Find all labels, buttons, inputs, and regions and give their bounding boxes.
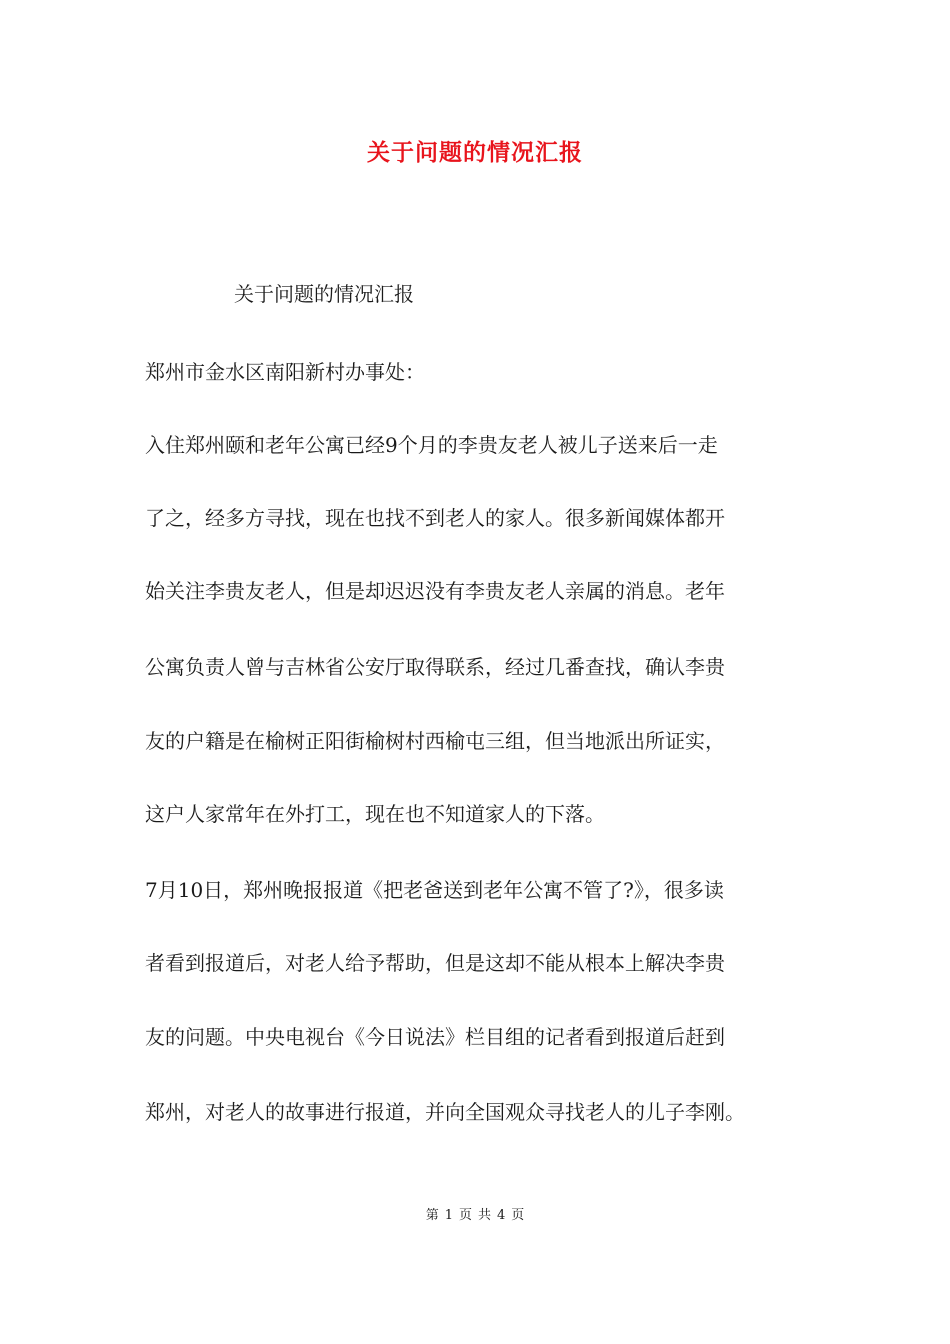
page-footer: [0, 1206, 950, 1226]
footer-page-prefix: 第: [425, 1208, 439, 1223]
body-line: 这户人家常年在外打工，现在也不知道家人的下落。: [145, 802, 605, 826]
addressee-line: 郑州市金水区南阳新村办事处：: [145, 360, 425, 384]
footer-current-page: 1: [444, 1208, 453, 1223]
body-line: 者看到报道后，对老人给予帮助，但是这却不能从根本上解决李贵: [145, 951, 725, 975]
body-line: 友的问题。中央电视台《今日说法》栏目组的记者看到报道后赶到: [145, 1025, 725, 1049]
body-line: 始关注李贵友老人，但是却迟迟没有李贵友老人亲属的消息。老年: [145, 579, 725, 603]
footer-page-unit: 页: [458, 1208, 472, 1223]
footer-total-pages: 4: [497, 1208, 506, 1223]
body-line: 入住郑州颐和老年公寓已经9个月的李贵友老人被儿子送来后一走: [145, 433, 718, 457]
document-subtitle: 关于问题的情况汇报: [234, 282, 414, 306]
body-line: 友的户籍是在榆树正阳街榆树村西榆屯三组，但当地派出所证实，: [145, 729, 725, 753]
document-title: 关于问题的情况汇报: [367, 139, 583, 166]
body-line: 公寓负责人曾与吉林省公安厅取得联系，经过几番查找，确认李贵: [145, 655, 725, 679]
body-line: 了之，经多方寻找，现在也找不到老人的家人。很多新闻媒体都开: [145, 506, 725, 530]
body-line: 7月10日，郑州晚报报道《把老爸送到老年公寓不管了?》，很多读: [145, 878, 724, 902]
footer-total-prefix: 共: [478, 1208, 492, 1223]
footer-total-unit: 页: [511, 1208, 525, 1223]
body-line: 郑州，对老人的故事进行报道，并向全国观众寻找老人的儿子李刚。: [145, 1100, 745, 1124]
